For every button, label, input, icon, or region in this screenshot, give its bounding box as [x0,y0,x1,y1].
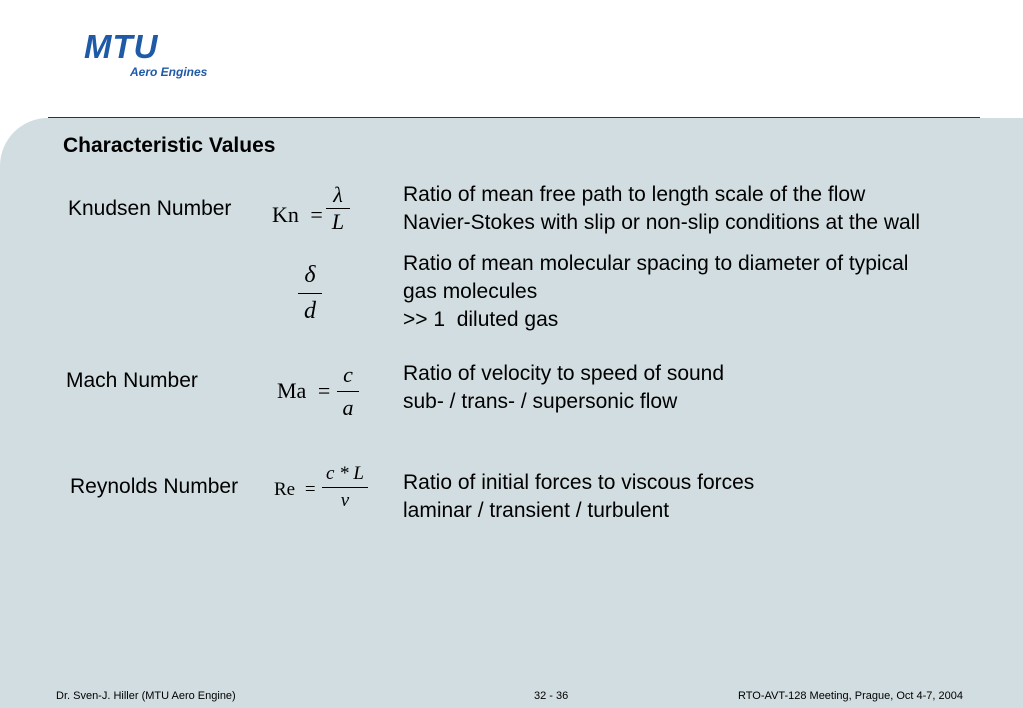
logo-mark: MTU [84,28,159,65]
knudsen-equals: = [310,202,323,227]
spacing-desc-line-3: >> 1 diluted gas [403,308,559,331]
reynolds-fraction-bar [322,487,368,488]
reynolds-equals: = [304,479,316,500]
knudsen-fraction [326,182,350,235]
knudsen-lhs-symbol: Kn [272,202,299,227]
footer-meeting: RTO-AVT-128 Meeting, Prague, Oct 4-7, 2004 [738,690,964,702]
knudsen-desc-line-1: Ratio of mean free path to length scale of the flow [403,183,866,206]
mach-lhs-symbol: Ma [277,378,307,403]
spacing-fraction-bar [298,293,322,294]
spacing-desc-line-1: Ratio of mean molecular spacing to diameter of typical [403,252,909,275]
spacing-numerator: δ [304,262,316,288]
slide-title: Characteristic Values [63,134,276,157]
mach-fraction [337,362,359,421]
reynolds-desc-line-2: laminar / transient / turbulent [403,499,670,522]
mach-desc-line-1: Ratio of velocity to speed of sound [403,362,725,385]
spacing-description [403,250,908,334]
knudsen-description [403,181,920,237]
reynolds-description [403,469,754,525]
reynolds-numerator: c * L [326,463,364,484]
mach-label: Mach Number [66,369,198,392]
footer-author: Dr. Sven-J. Hiller (MTU Aero Engine) [56,690,236,702]
spacing-denominator: d [304,298,316,324]
knudsen-denominator: L [331,209,345,234]
footer-page-number: 32 - 36 [534,690,569,702]
knudsen-desc-line-2: Navier-Stokes with slip or non-slip conditions at the wall [403,211,921,234]
spacing-desc-line-2: gas molecules [403,280,538,303]
logo-subtitle: Aero Engines [130,65,208,79]
knudsen-numerator: λ [333,182,343,207]
knudsen-label: Knudsen Number [68,197,232,220]
reynolds-lhs-symbol: Re [274,479,296,500]
mach-lhs [277,378,330,404]
reynolds-desc-line-1: Ratio of initial forces to viscous forces [403,471,755,494]
knudsen-lhs [272,202,323,228]
mach-numerator: c [343,362,353,387]
reynolds-lhs [274,479,316,501]
mtu-logo [46,10,226,92]
mach-equals: = [317,378,331,403]
mach-desc-line-2: sub- / trans- / supersonic flow [403,390,678,413]
mach-description [403,360,724,416]
spacing-fraction [298,262,322,325]
reynolds-fraction [322,463,368,512]
mach-denominator: a [342,395,354,420]
reynolds-denominator: ν [340,490,350,511]
mach-fraction-bar [337,391,359,392]
reynolds-label: Reynolds Number [70,475,239,498]
